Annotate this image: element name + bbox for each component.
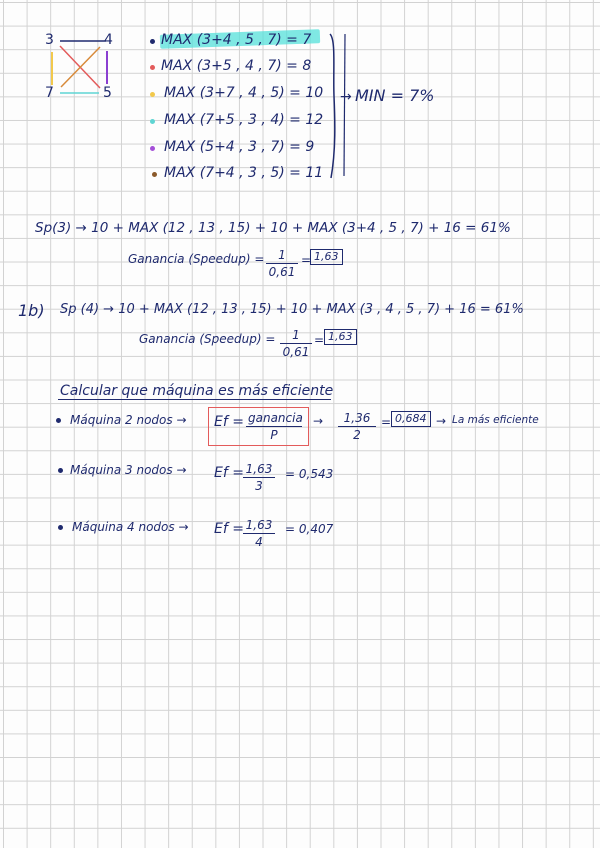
max-item: MAX (3+7 , 4 , 5) = 10 bbox=[164, 85, 324, 101]
fraction-denominator: 0,61 bbox=[282, 345, 310, 359]
max-item: MAX (7+4 , 3 , 5) = 11 bbox=[164, 165, 324, 181]
fraction-numerator: 1 bbox=[280, 328, 312, 344]
arrow-icon: → bbox=[340, 89, 352, 105]
fraction-numerator: ganancia bbox=[248, 411, 303, 425]
gain-label: Ganancia (Speedup) = bbox=[139, 332, 276, 346]
efficiency-value bbox=[243, 518, 275, 549]
machine-label: Máquina 4 nodos → bbox=[72, 520, 189, 534]
fraction-denominator: 3 bbox=[255, 479, 263, 493]
max-item: MAX (5+4 , 3 , 7) = 9 bbox=[164, 139, 315, 155]
machine-label: Máquina 2 nodos → bbox=[70, 413, 187, 427]
fraction-denominator: P bbox=[270, 428, 278, 442]
equals-sign: = bbox=[314, 333, 325, 347]
efficiency-label: Ef = bbox=[214, 465, 244, 481]
fraction-denominator: 4 bbox=[255, 535, 263, 549]
fraction-numerator: 1,36 bbox=[338, 411, 376, 427]
node-label: 7 bbox=[45, 85, 54, 101]
efficiency-result: = 0,407 bbox=[285, 522, 334, 536]
gain-fraction bbox=[266, 248, 298, 279]
gain-label: Ganancia (Speedup) = bbox=[128, 252, 265, 266]
arrow-icon: → bbox=[313, 414, 324, 428]
efficiency-value bbox=[338, 411, 376, 442]
efficiency-label: Ef = bbox=[214, 414, 244, 430]
gain-result-box: 1,63 bbox=[324, 329, 357, 345]
efficiency-label: Ef = bbox=[214, 521, 244, 537]
fraction-denominator: 2 bbox=[353, 428, 361, 442]
section-title: Calcular que máquina es más eficiente bbox=[60, 383, 334, 399]
fraction-numerator: 1,63 bbox=[243, 462, 275, 478]
efficiency-value bbox=[243, 462, 275, 493]
gain-result-box: 1,63 bbox=[310, 249, 343, 265]
min-result: MIN = 7% bbox=[355, 86, 435, 105]
fraction-numerator: 1,63 bbox=[243, 518, 275, 534]
node-label: 4 bbox=[104, 32, 113, 48]
bullet-dot bbox=[56, 418, 61, 423]
efficiency-result-box: 0,684 bbox=[391, 411, 431, 427]
speedup-3-expression: Sp(3) → 10 + MAX (12 , 13 , 15) + 10 + MAX (3+4 , 5 , 7) + 16 = 61% bbox=[35, 220, 511, 236]
bullet-dot bbox=[58, 468, 63, 473]
efficiency-note: La más eficiente bbox=[452, 414, 539, 426]
gain-fraction bbox=[280, 328, 312, 359]
fraction-numerator: 1 bbox=[266, 248, 298, 264]
bullet-dot bbox=[58, 525, 63, 530]
equals-sign: = bbox=[301, 253, 312, 267]
max-item: MAX (3+5 , 4 , 7) = 8 bbox=[161, 58, 312, 74]
section-label: 1b) bbox=[18, 301, 45, 320]
equals-sign: = bbox=[381, 415, 392, 429]
machine-label: Máquina 3 nodos → bbox=[70, 463, 187, 477]
arrow-icon: → bbox=[436, 414, 447, 428]
speedup-4-expression: Sp (4) → 10 + MAX (12 , 13 , 15) + 10 + MAX (3 , 4 , 5 , 7) + 16 = 61% bbox=[60, 302, 524, 317]
node-label: 3 bbox=[45, 32, 54, 48]
max-item: MAX (3+4 , 5 , 7) = 7 bbox=[161, 32, 312, 48]
fraction-denominator: 0,61 bbox=[268, 265, 296, 279]
efficiency-result: = 0,543 bbox=[285, 467, 334, 481]
max-item: MAX (7+5 , 3 , 4) = 12 bbox=[164, 112, 324, 128]
node-label: 5 bbox=[103, 85, 112, 101]
efficiency-formula bbox=[246, 411, 302, 442]
title-underline bbox=[58, 399, 331, 400]
